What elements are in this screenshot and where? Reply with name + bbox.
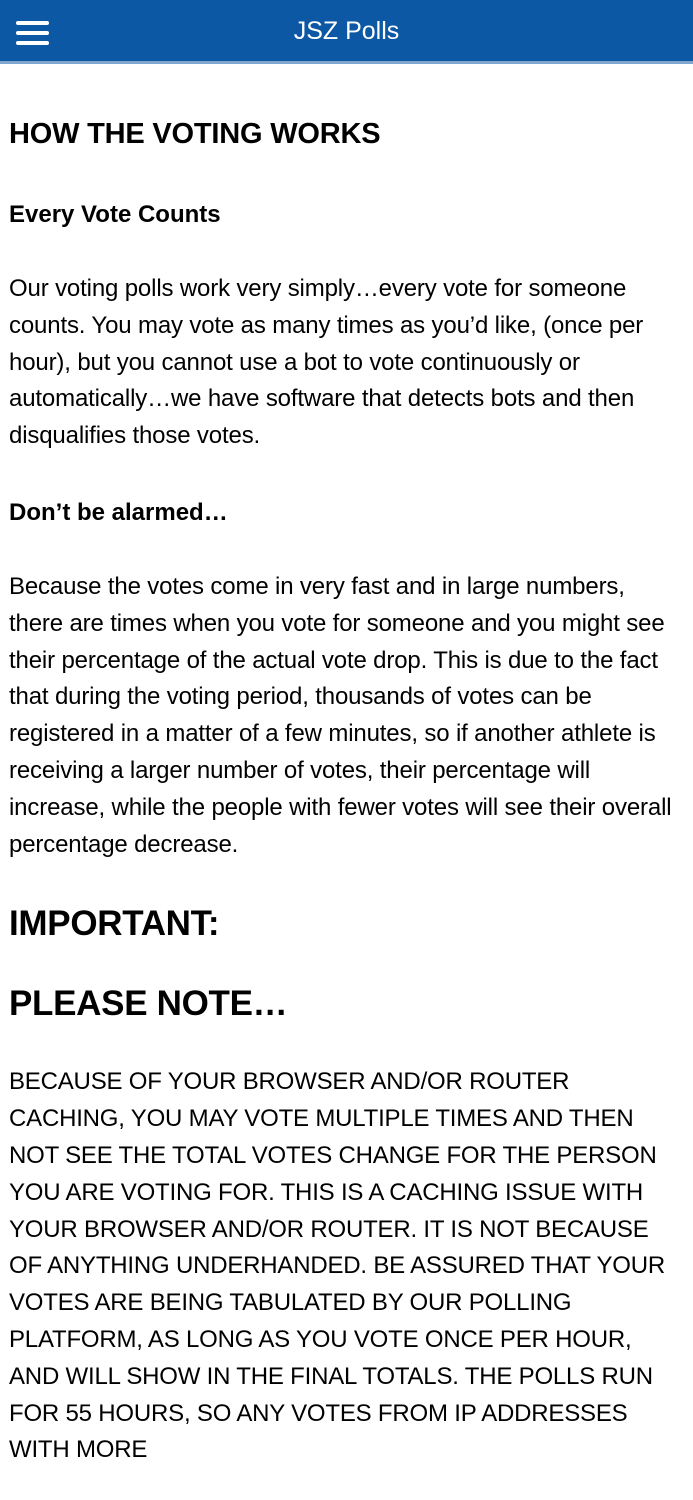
section-heading-every-vote-counts: Every Vote Counts — [9, 201, 221, 228]
please-note-body: BECAUSE OF YOUR BROWSER AND/OR ROUTER CACHING, YOU MAY VOTE MULTIPLE TIMES AND THEN NOT SEE THE TOTAL VOTES CHANGE FOR THE PERSON YOU ARE VOTING FOR. THIS IS A CACHING ISSUE WITH YOUR BROWSER AND/OR ROUTER. IT IS NOT BECAUSE OF ANYTHING UNDERHANDED. BE ASSURED THAT YOUR VOTES ARE BEING TABULATED BY OUR POLLING PLATFORM, AS LONG AS YOU VOTE ONCE PER HOUR, AND WILL SHOW IN THE FINAL TOTALS. THE POLLS RUN FOR 55 HOURS, SO ANY VOTES FROM IP ADDRESSES WITH MORE — [9, 1068, 666, 1464]
section-body-dont-be-alarmed: Because the votes come in very fast and in large numbers, there are times when you vote for someone and you might see their percentage of the actual vote drop. This is due to the fact that during the voting period, thousands of votes can be registered in a matter of a few minutes, so if another athlete is receiving a larger number of votes, their percentage will increase, while the people with fewer votes will see their overall percentage decrease. — [9, 572, 672, 858]
app-title: JSZ Polls — [293, 17, 400, 45]
section-heading-dont-be-alarmed: Don’t be alarmed… — [9, 498, 228, 526]
section-body-every-vote-counts: Our voting polls work very simply…every vote for someone counts. You may vote as many times as you’d like, (once per hour), but you cannot use a bot to vote continuously or automatically…we have software that detects bots and then disqualifies those votes. — [9, 275, 644, 450]
page-heading: HOW THE VOTING WORKS — [9, 118, 381, 150]
article-content — [9, 64, 681, 1469]
important-heading: IMPORTANT: — [9, 904, 220, 944]
please-note-heading: PLEASE NOTE… — [9, 984, 288, 1024]
app-header — [0, 0, 693, 64]
